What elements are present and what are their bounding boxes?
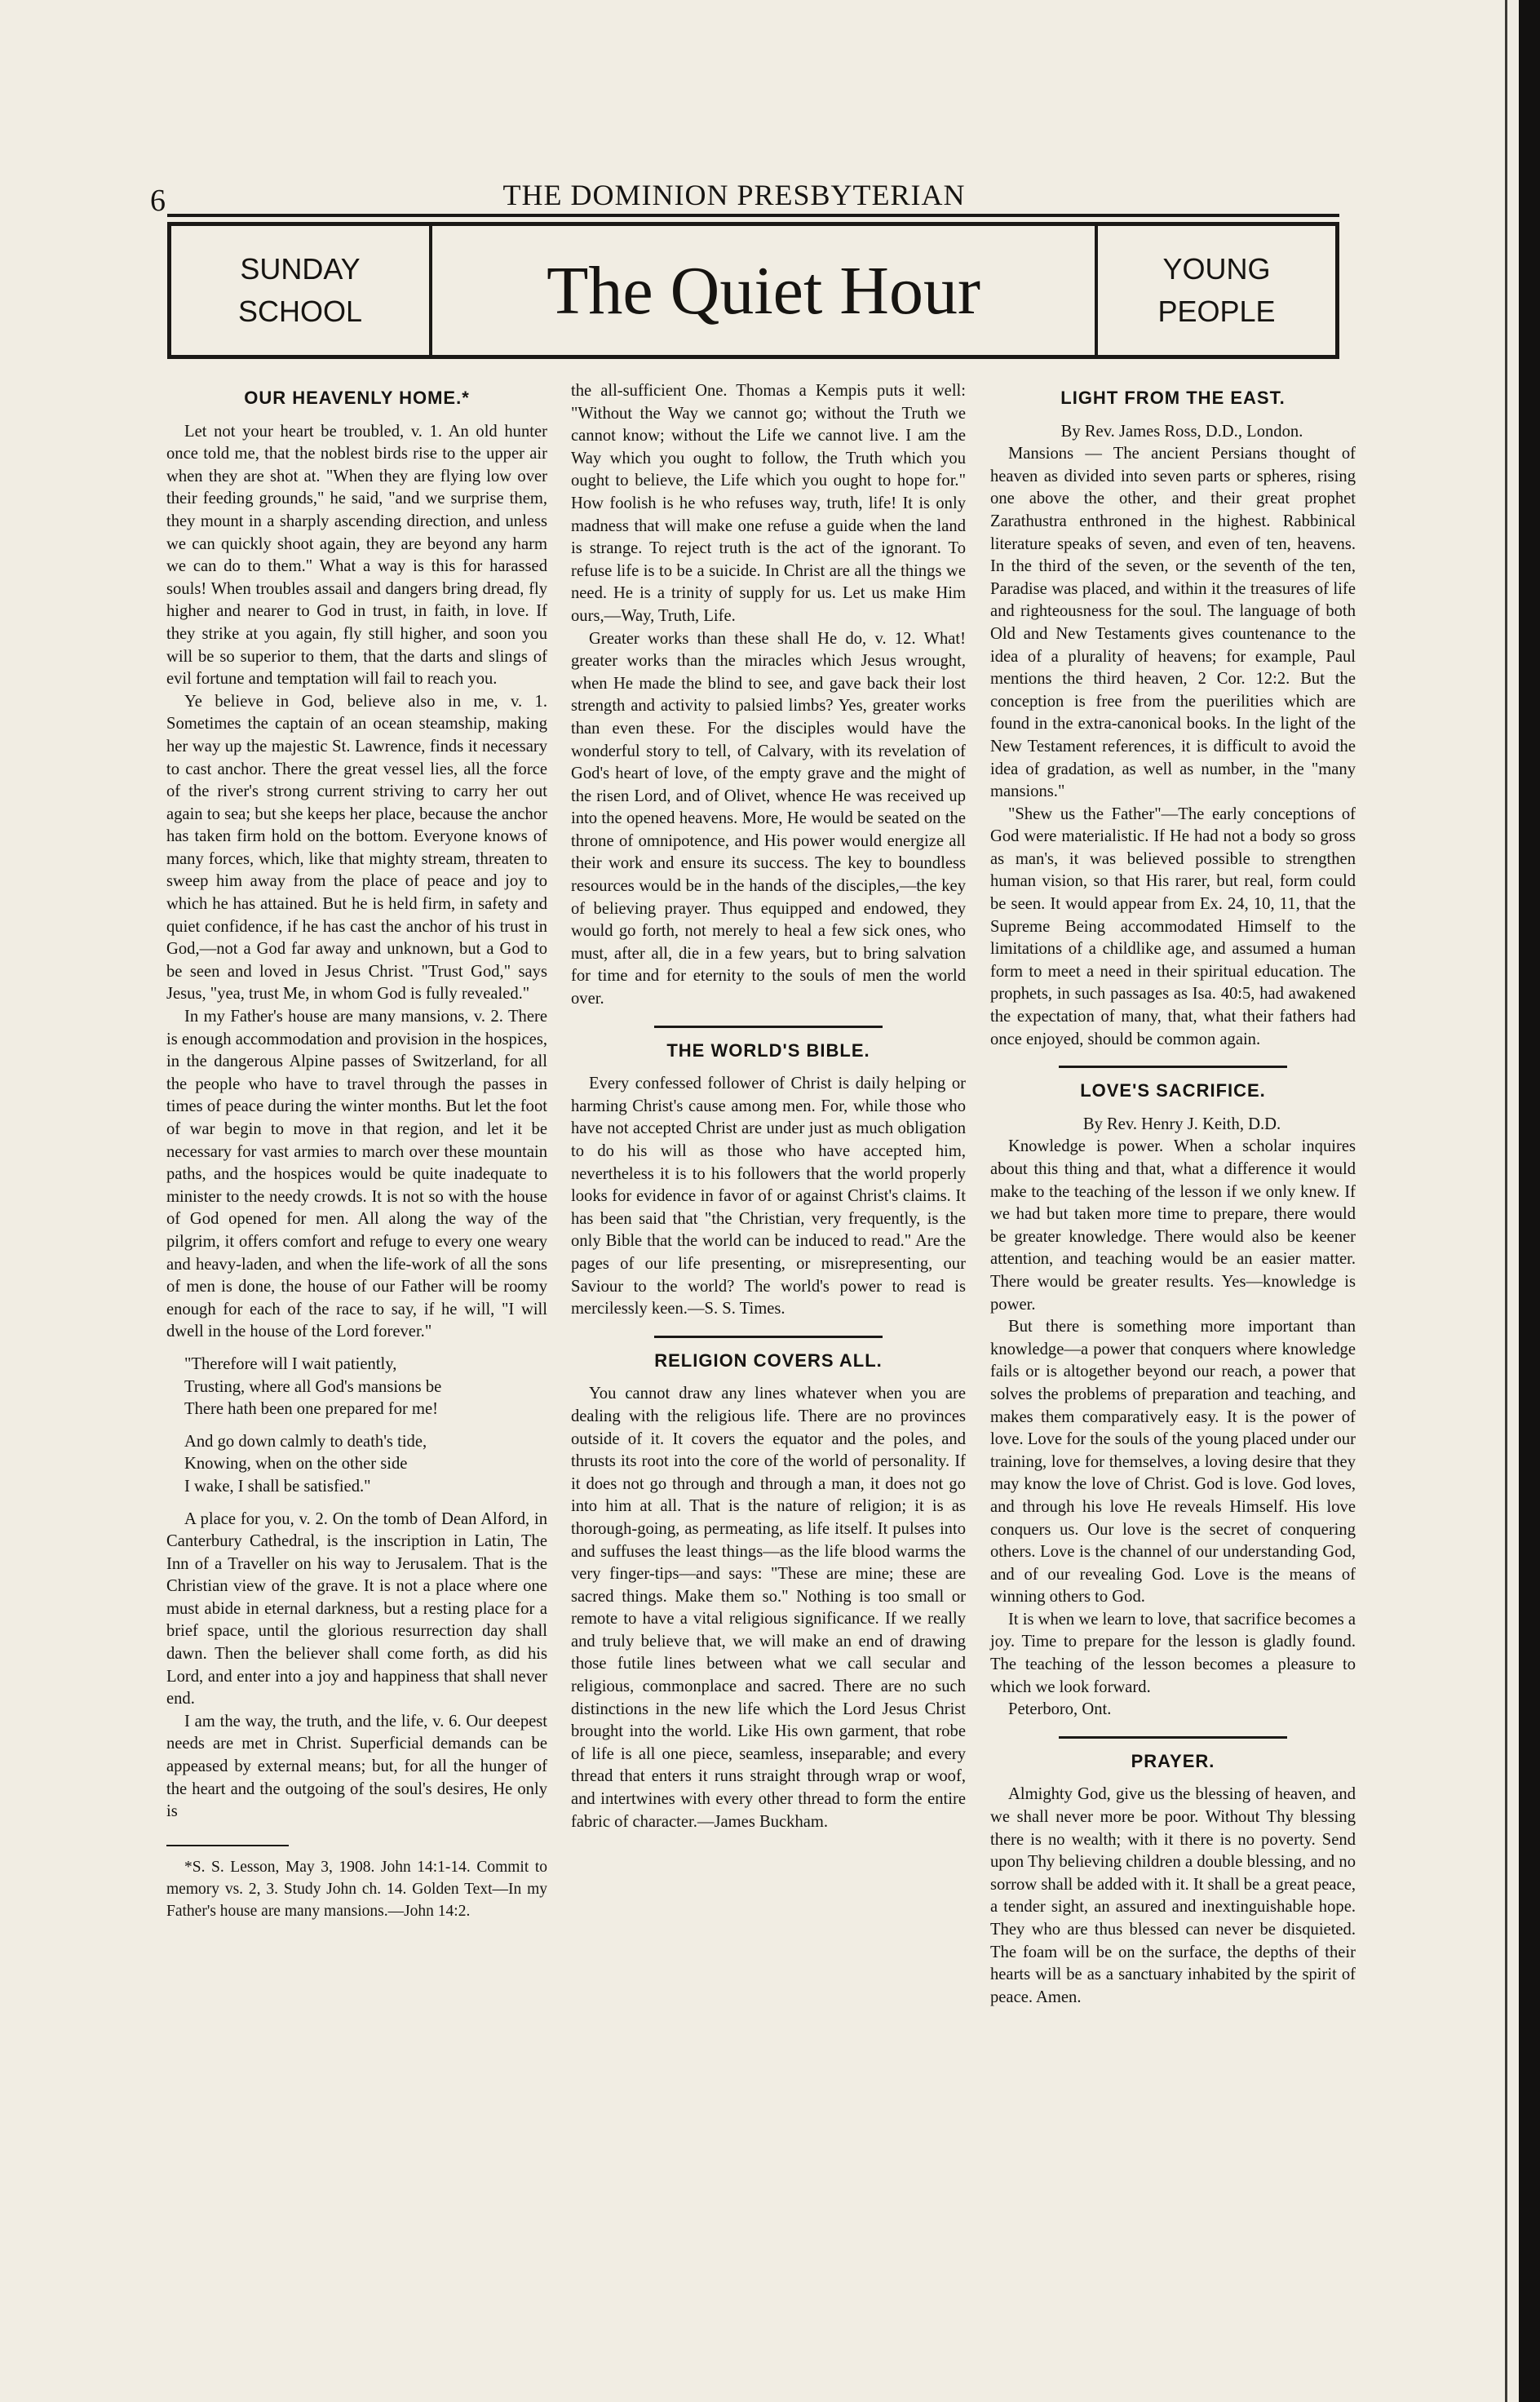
poem-stanza	[184, 1354, 547, 1421]
poem-stanza	[184, 1431, 547, 1499]
page-dark-edge	[1519, 0, 1540, 2402]
byline: By Rev. James Ross, D.D., London.	[1060, 422, 1303, 441]
paragraph: "Shew us the Father"—The early conceptions of God were materialistic. If He had not a body so gross as man's, it was believed possible to strengthen human vision, so that His rarer, but real, form could be seen. It would appear from Ex. 24, 10, 11, that the Supreme Being accommodated Himself to the limitations of a childlike age, and assumed a human form to meet a need in their spiritual education. The prophets, in such passages as Isa. 40:5, had awakened the expectation of many, that, what their fathers had once enjoyed, should be common again.	[990, 804, 1356, 1048]
poem-line: Knowing, when on the other side	[184, 1455, 408, 1474]
paragraph: Knowledge is power. When a scholar inquires about this thing and that, what a difference it would make to the teaching of the lesson if we only knew. If we had but taken more time to prepare, there would be greater knowledge. There would also be keener attention, and teaching would be an easier matter. There would be greater results. Yes—knowledge is power.	[990, 1137, 1356, 1314]
poem-line: Trusting, where all God's mansions be	[184, 1377, 442, 1396]
banner-left-line2: SCHOOL	[237, 295, 363, 328]
poem	[184, 1354, 547, 1499]
byline: By Rev. Henry J. Keith, D.D.	[1082, 1115, 1281, 1133]
paragraph: Greater works than these shall He do, v. 12. What! greater works than the miracles which Jesus wrought, when He made the blind to see, and gave back their lost strength and activity to palsied limbs? Yes, greater works than even these. For the disciples would have the wonderful story to tell, of Calvary, with its revelation of God's heart of love, of the empty grave and the might of the risen Lord, and of Olivet, whence He was received up into the opened heavens. More, He would be seated on the throne of omnipotence, and His power would energize all their work and ensure its success. The key to boundless resources would be in the hands of the disciples,—the key of believing prayer. Thus equipped and endowed, they would go forth, not merely to heal a few sick ones, who must, after all, die in a few years, but to bring salvation for time and for eternity to the souls of men the world over.	[571, 629, 966, 1008]
article-title-religion-covers-all: RELIGION COVERS ALL.	[654, 1349, 883, 1371]
poem-line: I wake, I shall be satisfied."	[184, 1477, 371, 1496]
paragraph: Let not your heart be troubled, v. 1. An old hunter once told me, that the noblest birds rise to the upper air when they are shot at. "When they are flying low over their feeding grounds," he said, "and we surprise them, they mount in a sharply ascending direction, and unless we can quickly shoot again, they are beyond any harm we can do to them." What a way is this for harassed souls! When troubles assail and dangers bring dread, fly higher and nearer to God in trust, in faith, in love. If they strike at you again, fly still higher, and soon you will be so superior to them, that the darts and slings of evil fortune and temptation will fail to reach you.	[166, 422, 547, 689]
paragraph: You cannot draw any lines whatever when you are dealing with the religious life. There are no provinces outside of it. It covers the equator and the poles, and thrusts its root into the core of the world of personality. If it does not go through and through a man, it does not go into him at all. That is the nature of religion; it is as thorough-going, as permeating, as life itself. It pulses into and suffuses the least things—as the life blood warms the very finger-tips—and says: "These are mine; these are sacred things. Make them so." Nothing is too small or remote to have a vital religious significance. If we really and truly believe that, we will make an end of drawing those futile lines between what we call secular and religious, commonplace and sacred. There are no such distinctions in the new life which the Lord Jesus Christ brought into the world. Like His own garment, that robe of life is all one piece, seamless, inseparable; and every thread that enters it runs straight through wrap or woof, and intertwines with every other thread to form the entire fabric of character.—James Buckham.	[571, 1385, 966, 1831]
paragraph: Almighty God, give us the blessing of heaven, and we shall never more be poor. Without Thy blessing there is no wealth; with it there is no poverty. Send upon Thy believing children a double blessing, and no sorrow shall be added with it. It shall be a great peace, a tender sight, an assured and inextinguishable hope. They who are thus blessed can never be disquieted. The foam will be on the surface, the depths of their hearts will be as a sanctuary inhabited by the spirit of peace. Amen.	[990, 1785, 1356, 2006]
paragraph: But there is something more important than knowledge—a power that conquers where knowledge fails or is altogether beyond our reach, a power that solves the problems of preparation and teaching, and makes them comparatively easy. It is the power of love. Love for the souls of the young placed under our training, love for themselves, a loving desire that they may know the love of Christ. God is love. God loves, and through his love He reveals Himself. His love conquers us. Our love is the secret of conquering others. Love is the channel of our understanding God, and of our revealing God. Love is the means of winning others to God.	[990, 1318, 1356, 1607]
signature-place: Peterboro, Ont.	[1008, 1700, 1112, 1719]
journal-title: THE DOMINION PRESBYTERIAN	[502, 179, 966, 211]
poem-line: There hath been one prepared for me!	[184, 1400, 439, 1419]
paragraph: I am the way, the truth, and the life, v. 6. Our deepest needs are met in Christ. Superficial demands can be appeased by external means; but, for all the hunger of the heart and the outgoing of the soul's desires, He only is	[166, 1712, 547, 1821]
paragraph: Mansions — The ancient Persians thought of heaven as divided into seven parts or spheres, rising one above the other, and their great prophet Zarathustra enthroned in the highest. Rabbinical literature speaks of seven, and even of ten, heavens. In the third of the seven, or the seventh of the ten, Paradise was placed, and within it the treasures of life and righteousness for the soul. The language of both Old and New Testaments gives countenance to the idea of a plurality of heavens; for example, Paul mentions the third heaven, 2 Cor. 12:2. But the conception is free from the puerilities which are found in the extra-canonical books. In the light of the New Testament references, it is difficult to avoid the idea of gradation, as well as number, in the "many mansions."	[990, 445, 1356, 801]
article-title-prayer: PRAYER.	[1131, 1750, 1215, 1771]
article-title-heavenly-home: OUR HEAVENLY HOME.*	[244, 388, 470, 408]
page-edge-line	[1505, 0, 1507, 2402]
banner-left-line1: SUNDAY	[240, 252, 361, 286]
paragraph: the all-sufficient One. Thomas a Kempis puts it well: "Without the Way we cannot go; without the Truth we cannot know; without the Life we cannot live. I am the Way which you ought to follow, the Truth which you ought to believe, the Life which you ought to hope for." How foolish is he who refuses way, truth, life! It is only madness that will make one refuse a guide when the land is strange. To reject truth is the act of the ignorant. To refuse life is to be a suicide. In Christ are all the things we need. He is a trinity of supply for us. Let us make Him ours,—Way, Truth, Life.	[571, 382, 966, 625]
article-title-worlds-bible: THE WORLD'S BIBLE.	[666, 1039, 870, 1061]
poem-line: And go down calmly to death's tide,	[184, 1432, 427, 1451]
section-banner	[167, 222, 1339, 359]
banner-right-line2: PEOPLE	[1157, 295, 1276, 328]
footnote: *S. S. Lesson, May 3, 1908. John 14:1-14. Commit to memory vs. 2, 3. Study John ch. 14. Golden Text—In my Father's house are many mansions.—John 14:2.	[166, 1858, 547, 1920]
poem-line: "Therefore will I wait patiently,	[184, 1354, 397, 1373]
paragraph: A place for you, v. 2. On the tomb of Dean Alford, in Canterbury Cathedral, is the inscription in Latin, The Inn of a Traveller on his way to Jerusalem. That is the Christian view of the grave. It is not a place where one must abide in eternal darkness, but a resting place for a brief space, until the glorious resurrection day shall dawn. Then the believer shall come forth, as did his Lord, and enter into a joy and happiness that shall never end.	[166, 1509, 547, 1708]
paragraph: Ye believe in God, believe also in me, v. 1. Sometimes the captain of an ocean steamship, making her way up the majestic St. Lawrence, finds it necessary to cast anchor. There the great vessel lies, all the force of the river's strong current striving to carry her out again to sea; but she keeps her place, because the anchor has taken firm hold on the bottom. Everyone knows of many forces, which, like that mighty stream, threaten to sweep him away from the place of peace and joy to which he has attained. But he is held firm, in safety and quiet confidence, if he has cast the anchor of his trust in God,—not a God far away and unknown, but a God to be seen and loved in Jesus Christ. "Trust God," says Jesus, "yea, trust Me, in whom God is fully revealed."	[166, 692, 547, 1004]
paragraph: It is when we learn to love, that sacrifice becomes a joy. Time to prepare for the lesson is gladly found. The teaching of the lesson becomes a pleasure to which we look forward.	[990, 1610, 1356, 1696]
column-3	[990, 380, 1356, 2009]
section-rule	[1059, 1736, 1287, 1739]
section-rule	[1059, 1066, 1287, 1068]
section-rule	[654, 1026, 883, 1028]
column-1	[166, 380, 547, 1922]
banner-title: The Quiet Hour	[547, 252, 980, 329]
paragraph: Every confessed follower of Christ is daily helping or harming Christ's cause among men. For, while those who have not accepted Christ are under just as much obligation to do his will as those who have accepted him, nevertheless it is to his followers that the world properly looks for evidence in favor of or against Christ's claims. It has been said that "the Christian, very frequently, is the only Bible that the world can be induced to read." Are the pages of our life presenting, or misrepresenting, our Saviour to the world? The world's power to read is mercilessly keen.—S. S. Times.	[571, 1075, 966, 1318]
banner-young-people	[1095, 226, 1335, 355]
page-number: 6	[150, 184, 166, 218]
banner-sunday-school	[171, 226, 432, 355]
column-2	[571, 380, 966, 1833]
article-title-light-from-east: LIGHT FROM THE EAST.	[1060, 388, 1286, 408]
footnote-rule	[166, 1845, 289, 1846]
article-title-loves-sacrifice: LOVE'S SACRIFICE.	[1080, 1080, 1266, 1101]
paragraph: In my Father's house are many mansions, v. 2. There is enough accommodation and provision in the hospices, in the dangerous Alpine passes of Switzerland, for all the people who have to travel through the passes in times of peace during the winter months. But let the foot of war begin to move in that region, and let it be necessary for vast armies to march over these mountain paths, and the hospices would be quite inadequate to minister to the needy crowds. It is not so with the house of God opened for men. All along the way of the pilgrim, it offers comfort and refuge to every one weary and heavy-laden, and when the life-work of all the sons of men is done, the house of our Father will be roomy enough for each of the race to say, if he will, "I will dwell in the house of the Lord forever."	[166, 1008, 547, 1341]
section-rule	[654, 1336, 883, 1338]
header-rule	[167, 214, 1339, 217]
banner-right-line1: YOUNG	[1162, 252, 1271, 286]
